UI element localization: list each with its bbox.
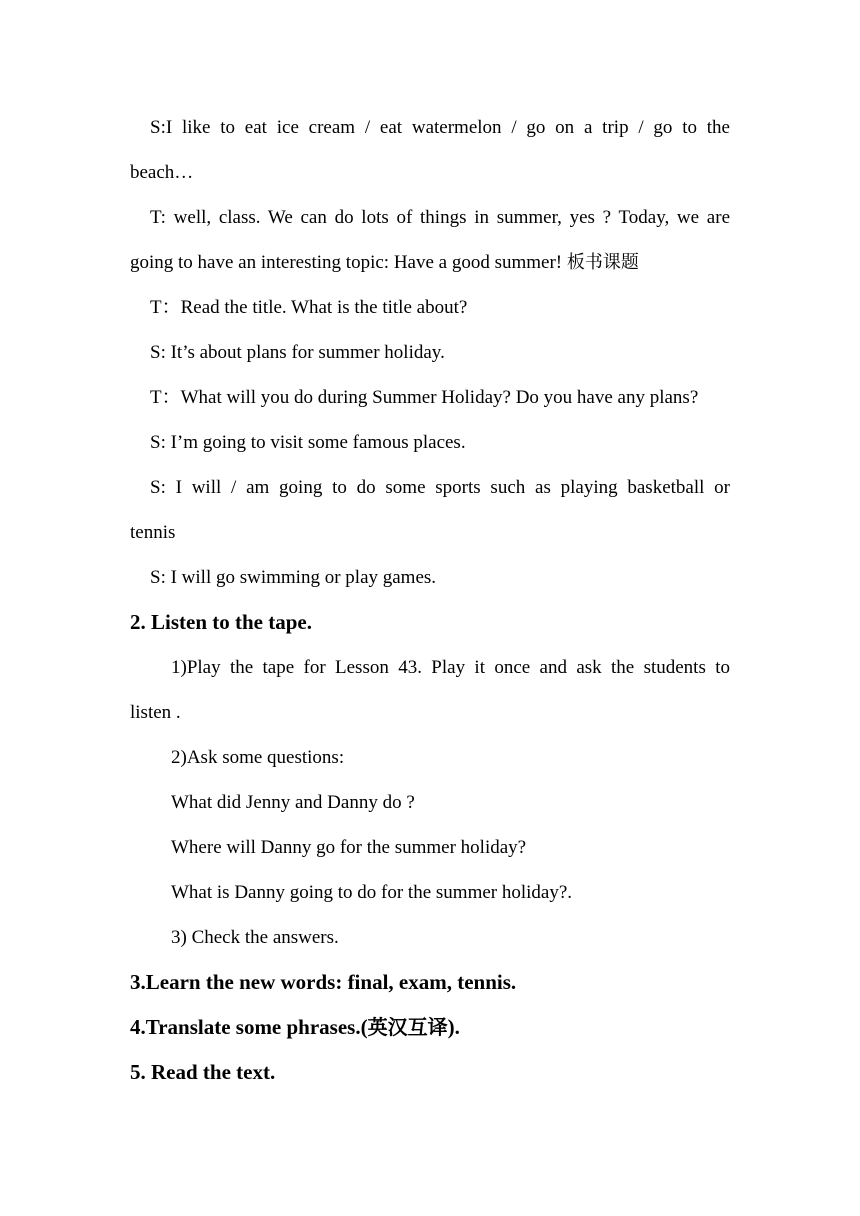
student-answer-line: S: I will go swimming or play games. [150,567,437,588]
question-line: What did Jenny and Danny do ? [171,792,415,813]
step-line-cont: listen . [130,702,181,723]
question-line: What is Danny going to do for the summer holiday?. [171,882,573,903]
section-heading-translate-en: 4.Translate some phrases.( [130,1015,368,1039]
student-answer-line: S: It’s about plans for summer holiday. [150,342,445,363]
section-heading-listen: 2. Listen to the tape. [130,610,312,634]
section-heading-read: 5. Read the text. [130,1060,276,1084]
section-heading-new-words: 3.Learn the new words: final, exam, tennis. [130,970,517,994]
student-answer-line: S: I will / am going to do some sports such as playing basketball or [150,477,730,498]
section-heading-translate-cn: 英汉互译 [367,1015,448,1039]
teacher-line: T: well, class. We can do lots of things in summer, yes ? Today, we are [150,207,730,228]
section-heading-translate [130,1005,730,1050]
teacher-question-line: T：Read the title. What is the title about? [150,297,468,318]
teacher-line-cont-text: going to have an interesting topic: Have a good summer! [130,252,563,273]
teacher-line-cont [130,240,730,285]
teacher-question-line: T：What will you do during Summer Holiday? Do you have any plans? [150,387,699,408]
student-answer-line-cont: beach… [130,162,194,183]
student-answer-line-cont: tennis [130,522,176,543]
step-line: 2)Ask some questions: [171,747,345,768]
board-title-note: 板书课题 [566,252,639,273]
student-answer-line: S:I like to eat ice cream / eat watermelon / go on a trip / go to the [150,117,730,138]
step-line: 1)Play the tape for Lesson 43. Play it once and ask the students to [171,657,730,678]
student-answer-line: S: I’m going to visit some famous places. [150,432,466,453]
section-heading-translate-end: ). [447,1015,460,1039]
question-line: Where will Danny go for the summer holiday? [171,837,527,858]
document-page [130,105,730,1095]
step-line: 3) Check the answers. [171,927,339,948]
